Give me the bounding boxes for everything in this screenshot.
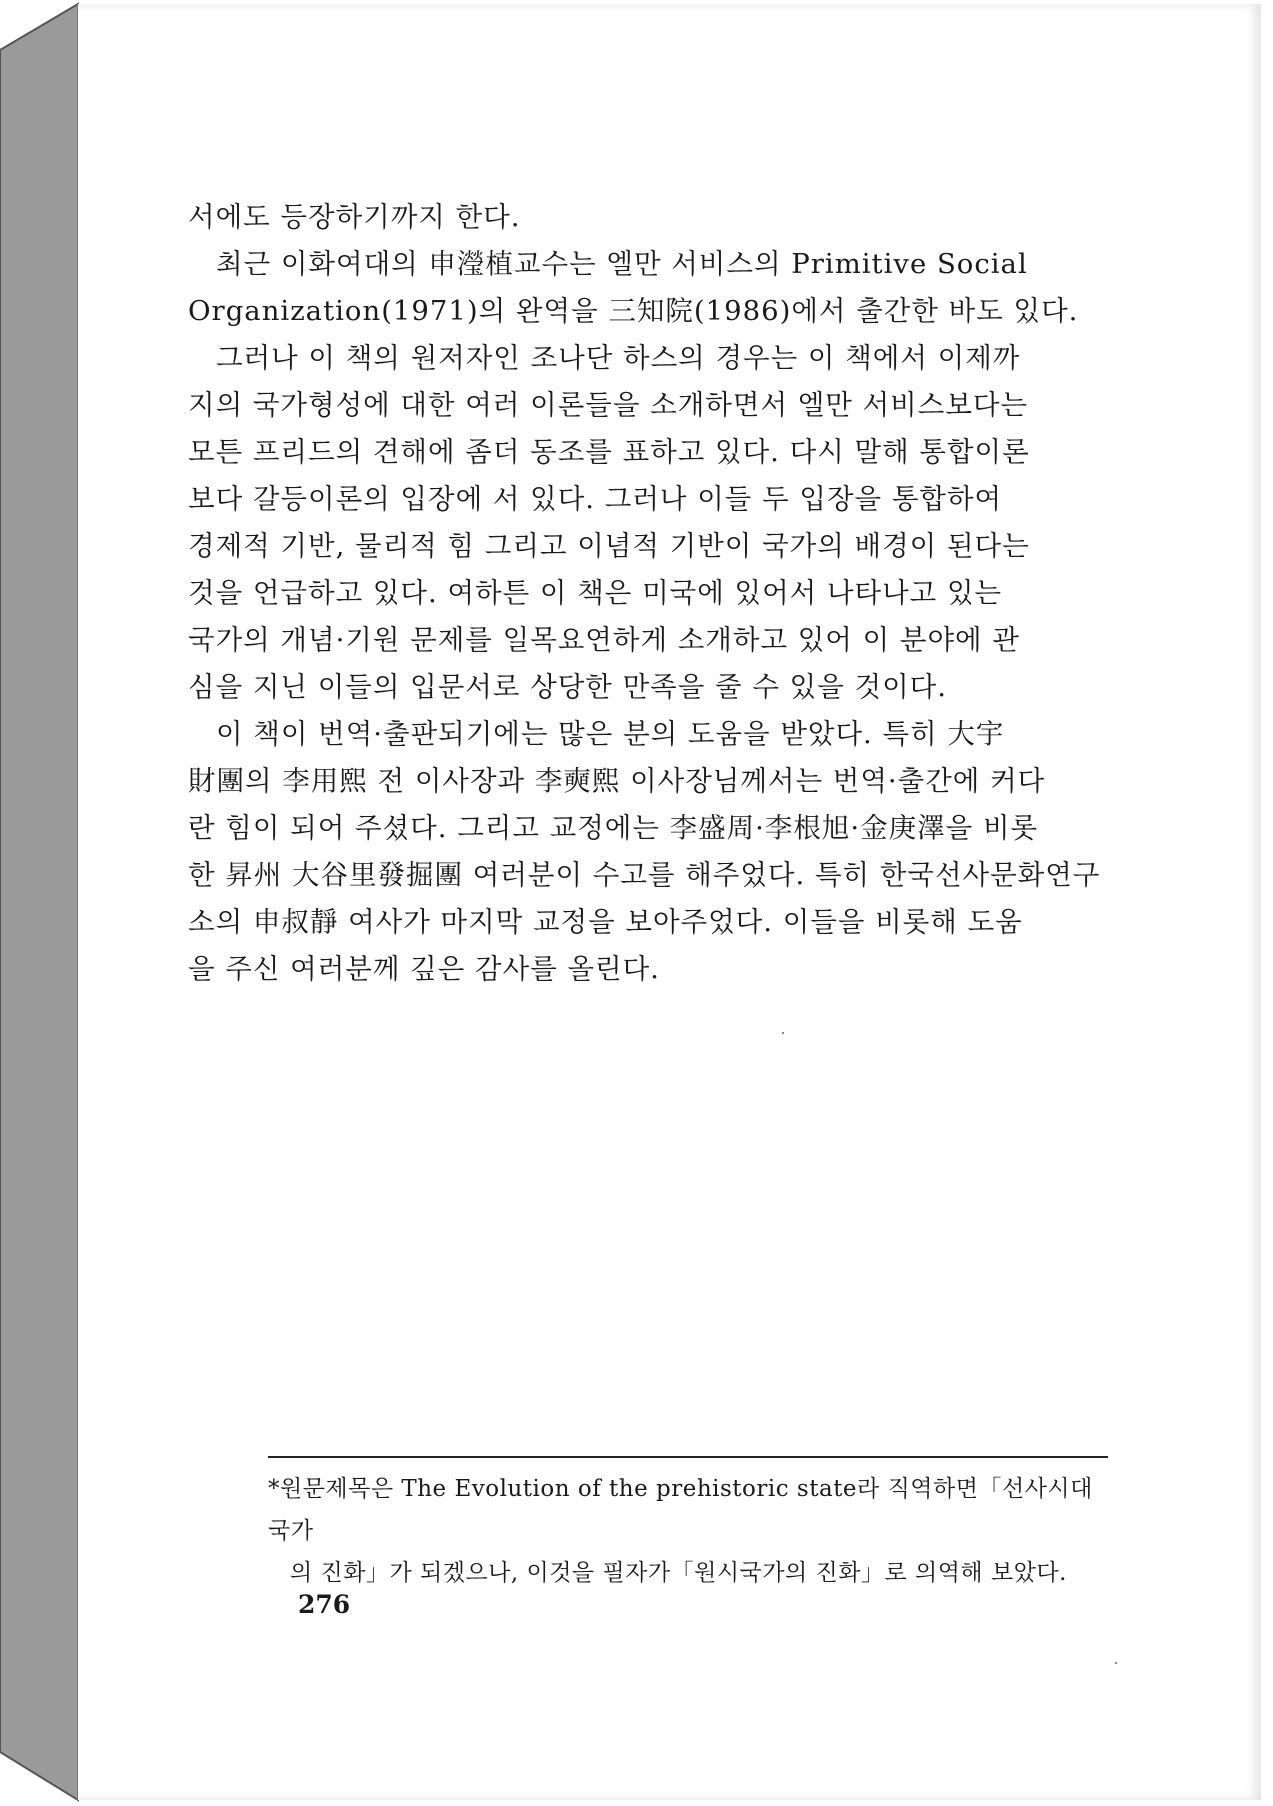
text-line: 을 주신 여러분께 깊은 감사를 올린다. (188, 953, 660, 985)
text-line: 지의 국가형성에 대한 여러 이론들을 소개하면서 엘만 서비스보다는 (188, 389, 1029, 421)
text-line: 모튼 프리드의 견해에 좀더 동조를 표하고 있다. 다시 말해 통합이론 (188, 436, 1030, 468)
text-line: 경제적 기반, 물리적 힘 그리고 이념적 기반이 국가의 배경이 된다는 (188, 530, 1030, 562)
text-line: 보다 갈등이론의 입장에 서 있다. 그러나 이들 두 입장을 통합하여 (188, 483, 1003, 515)
body-text (188, 194, 1110, 993)
footnote (268, 1468, 1118, 1594)
speck (1115, 1662, 1117, 1664)
speck (782, 1032, 784, 1034)
text-line: 최근 이화여대의 申瀅植교수는 엘만 서비스의 Primitive Social (216, 248, 1028, 280)
footnote-line: 의 진화」가 되겠으나, 이것을 필자가「원시국가의 진화」로 의역해 보았다. (290, 1560, 1067, 1586)
text-line: 것을 언급하고 있다. 여하튼 이 책은 미국에 있어서 나타나고 있는 (188, 577, 1003, 609)
text-line: 이 책이 번역·출판되기에는 많은 분의 도움을 받았다. 특히 大宇 (216, 718, 1005, 750)
text-line: 소의 申叔靜 여사가 마지막 교정을 보아주었다. 이들을 비롯해 도움 (188, 906, 1023, 938)
text-line: 심을 지닌 이들의 입문서로 상당한 만족을 줄 수 있을 것이다. (188, 671, 947, 703)
text-line: 서에도 등장하기까지 한다. (188, 201, 521, 233)
text-line: Organization(1971)의 완역을 三知院(1986)에서 출간한 바도 있다. (188, 295, 1079, 327)
text-line: 財團의 李用熙 전 이사장과 李奭熙 이사장님께서는 번역·출간에 커다 (188, 765, 1046, 797)
text-line: 국가의 개념·기원 문제를 일목요연하게 소개하고 있어 이 분야에 관 (188, 624, 1020, 656)
footnote-line: *원문제목은 The Evolution of the prehistoric state라 직역하면「선사시대 국가 (268, 1476, 1093, 1544)
text-line: 란 힘이 되어 주셨다. 그리고 교정에는 李盛周·李根旭·金庚澤을 비롯 (188, 812, 1039, 844)
text-line: 그러나 이 책의 원저자인 조나단 하스의 경우는 이 책에서 이제까 (216, 342, 1021, 374)
text-line: 한 昇州 大谷里發掘團 여러분이 수고를 해주었다. 특히 한국선사문화연구 (188, 859, 1101, 891)
page-number: 276 (298, 1590, 351, 1619)
footnote-divider (268, 1456, 1108, 1458)
